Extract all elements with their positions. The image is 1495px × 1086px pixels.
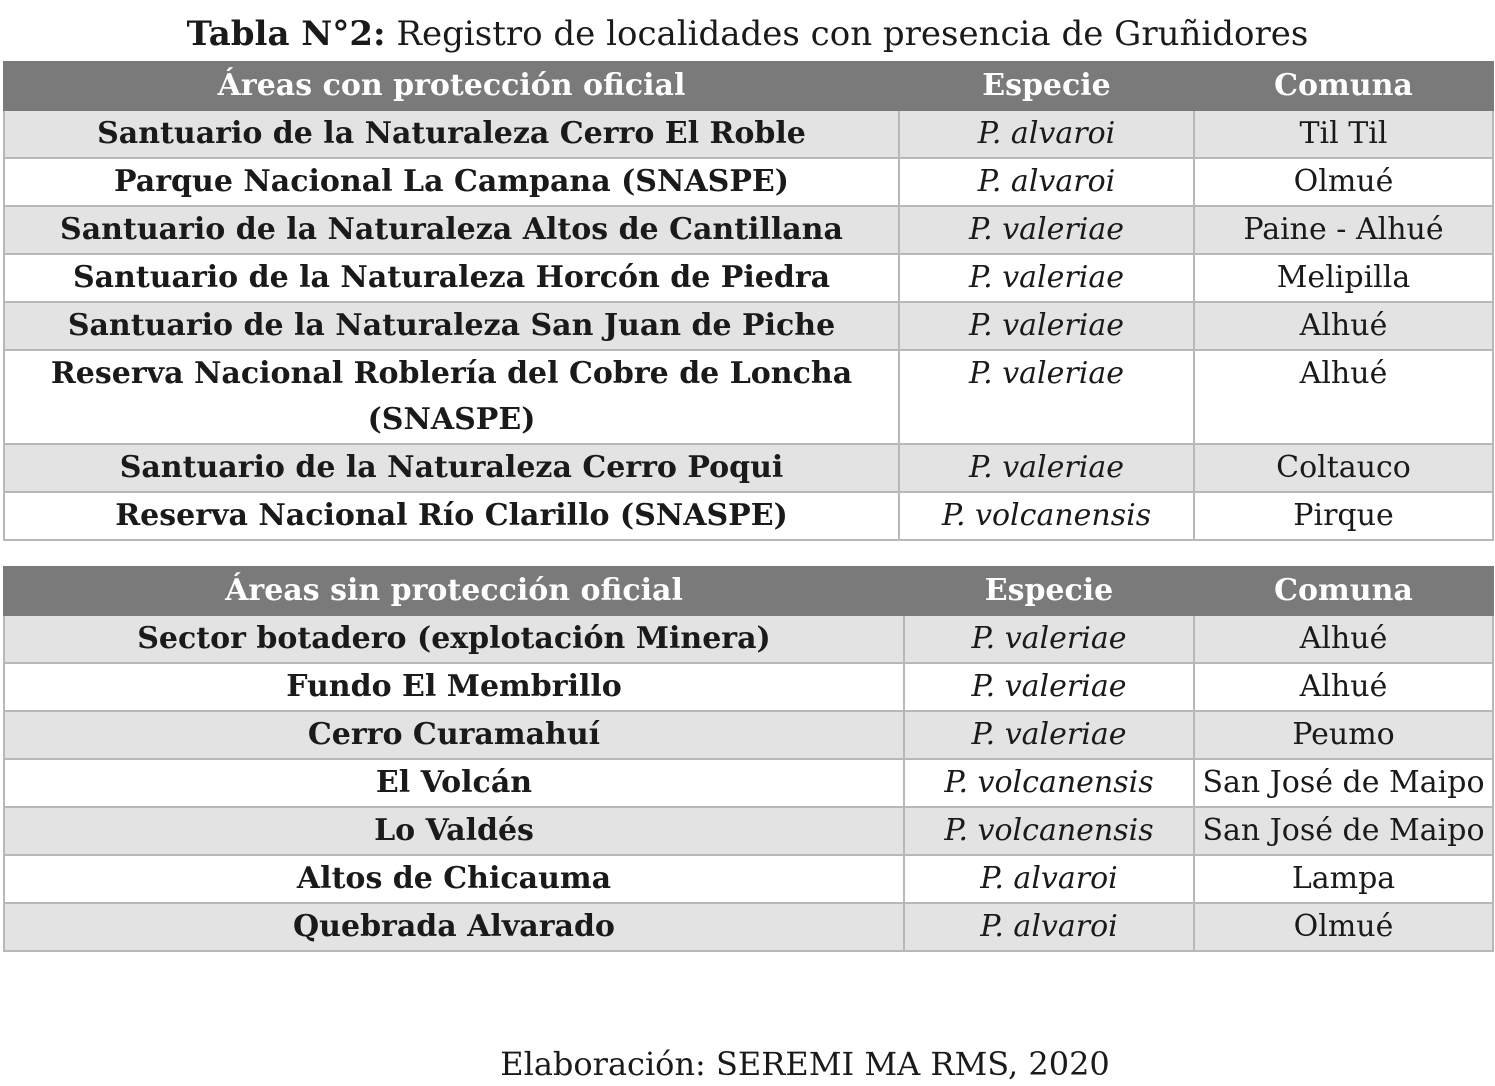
area-name-cell: Santuario de la Naturaleza Horcón de Piedra [4, 254, 899, 302]
table-header-row [4, 567, 1493, 615]
commune-cell: Paine - Alhué [1194, 206, 1493, 254]
species-cell: P. alvaroi [904, 855, 1194, 903]
area-name-cell: Sector botadero (explotación Minera) [4, 615, 904, 663]
species-cell: P. alvaroi [904, 903, 1194, 951]
unprotected-areas-table [3, 566, 1494, 952]
table-row [4, 711, 1493, 759]
area-name-cell: El Volcán [4, 759, 904, 807]
species-cell: P. alvaroi [899, 110, 1194, 158]
commune-cell: Alhué [1194, 615, 1493, 663]
species-cell: P. valeriae [904, 711, 1194, 759]
species-cell: P. valeriae [899, 206, 1194, 254]
species-cell: P. valeriae [904, 615, 1194, 663]
area-name-cell: Santuario de la Naturaleza Cerro El Roble [4, 110, 899, 158]
area-name-cell: Santuario de la Naturaleza Altos de Cantillana [4, 206, 899, 254]
area-name-cell: Reserva Nacional Río Clarillo (SNASPE) [4, 492, 899, 540]
area-name-cell: Santuario de la Naturaleza Cerro Poqui [4, 444, 899, 492]
unprotected-areas-body [4, 615, 1493, 951]
commune-cell: San José de Maipo [1194, 807, 1493, 855]
commune-cell: San José de Maipo [1194, 759, 1493, 807]
area-name-cell: Parque Nacional La Campana (SNASPE) [4, 158, 899, 206]
table-row [4, 302, 1493, 350]
protected-areas-table [3, 61, 1494, 541]
area-name-cell: Fundo El Membrillo [4, 663, 904, 711]
commune-cell: Coltauco [1194, 444, 1493, 492]
table-row [4, 615, 1493, 663]
commune-cell: Olmué [1194, 158, 1493, 206]
table-header-row [4, 62, 1493, 110]
species-cell: P. valeriae [899, 302, 1194, 350]
table-row [4, 807, 1493, 855]
table-row [4, 855, 1493, 903]
area-name-cell: Altos de Chicauma [4, 855, 904, 903]
column-header-commune: Comuna [1194, 567, 1493, 615]
table-row [4, 444, 1493, 492]
species-cell: P. valeriae [899, 350, 1194, 444]
table-row [4, 350, 1493, 444]
table-row [4, 759, 1493, 807]
species-cell: P. volcanensis [904, 807, 1194, 855]
commune-cell: Alhué [1194, 663, 1493, 711]
species-cell: P. volcanensis [899, 492, 1194, 540]
table-row [4, 254, 1493, 302]
table-row [4, 663, 1493, 711]
commune-cell: Alhué [1194, 302, 1493, 350]
commune-cell: Olmué [1194, 903, 1493, 951]
caption-text: Registro de localidades con presencia de Gruñidores [385, 14, 1309, 54]
column-header-commune: Comuna [1194, 62, 1493, 110]
species-cell: P. alvaroi [899, 158, 1194, 206]
species-cell: P. valeriae [899, 444, 1194, 492]
commune-cell: Melipilla [1194, 254, 1493, 302]
area-name-cell: Reserva Nacional Roblería del Cobre de Loncha (SNASPE) [4, 350, 899, 444]
commune-cell: Alhué [1194, 350, 1493, 444]
caption-label: Tabla N°2: [186, 14, 386, 54]
table-caption [0, 10, 1495, 58]
area-name-cell: Cerro Curamahuí [4, 711, 904, 759]
column-header-area: Áreas con protección oficial [4, 62, 899, 110]
protected-areas-body [4, 110, 1493, 540]
commune-cell: Pirque [1194, 492, 1493, 540]
column-header-species: Especie [904, 567, 1194, 615]
species-cell: P. valeriae [904, 663, 1194, 711]
area-name-cell: Quebrada Alvarado [4, 903, 904, 951]
species-cell: P. valeriae [899, 254, 1194, 302]
column-header-area: Áreas sin protección oficial [4, 567, 904, 615]
species-cell: P. volcanensis [904, 759, 1194, 807]
commune-cell: Peumo [1194, 711, 1493, 759]
table-row [4, 110, 1493, 158]
table-row [4, 903, 1493, 951]
column-header-species: Especie [899, 62, 1194, 110]
area-name-cell: Lo Valdés [4, 807, 904, 855]
commune-cell: Til Til [1194, 110, 1493, 158]
commune-cell: Lampa [1194, 855, 1493, 903]
source-note: Elaboración: SEREMI MA RMS, 2020 [500, 1045, 1110, 1083]
table-row [4, 206, 1493, 254]
table-row [4, 158, 1493, 206]
table-row [4, 492, 1493, 540]
area-name-cell: Santuario de la Naturaleza San Juan de Piche [4, 302, 899, 350]
